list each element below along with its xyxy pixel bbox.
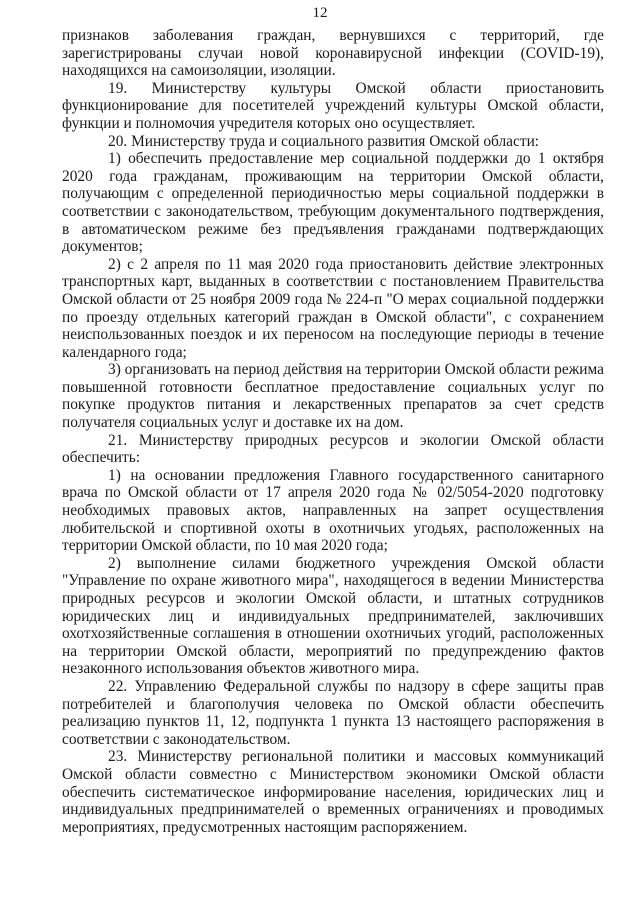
document-body	[62, 27, 604, 836]
paragraph-item-21-1: 1) на основании предложения Главного государственного санитарного врача по Омской области от 17 апреля 2020 года № 02/5054-2020 подготовку необходимых правовых актов, направленных на запрет осуществления любительской и спортивной охоты в охотничьих угодьях, расположенных на территории Омской области, по 10 мая 2020 года;	[62, 466, 604, 555]
paragraph-item-21-2: 2) выполнение силами бюджетного учреждения Омской области "Управление по охране животного мира", находящегося в ведении Министерства природных ресурсов и экологии Омской области, и штатных сотрудников юридических лиц и индивидуальных предпринимателей, заключивших охотхозяйственные соглашения в отношении охотничьих угодий, расположенных на территории Омской области, мероприятий по предупреждению фактов незаконного использования объектов животного мира.	[62, 554, 604, 678]
paragraph-item-20-2: 2) с 2 апреля по 11 мая 2020 года приостановить действие электронных транспортных карт, выданных в соответствии с постановлением Правительства Омской области от 25 ноября 2009 года № 224-п "О мерах социальной поддержки по проезду отдельных категорий граждан в Омской области", с сохранением неиспользованных поездок и их переносом на последующие периоды в течение календарного года;	[62, 255, 604, 361]
paragraph-item-19: 19. Министерству культуры Омской области приостановить функционирование для посетителей учреждений культуры Омской области, функции и полномочия учредителя которых оно осуществляет.	[62, 79, 604, 132]
paragraph-item-20: 20. Министерству труда и социального развития Омской области:	[108, 132, 540, 150]
paragraph-item-23: 23. Министерству региональной политики и массовых коммуникаций Омской области совместно с Министерством экономики Омской области обеспечить систематическое информирование населения, юридических лиц и индивидуальных предпринимателей о временных ограничениях и проводимых мероприятиях, предусмотренных настоящим распоряжением.	[62, 748, 604, 836]
paragraph-continuation: признаков заболевания граждан, вернувшихся с территорий, где зарегистрированы случаи новой коронавирусной инфекции (COVID-19), находящихся на самоизоляции, изоляции.	[62, 27, 604, 80]
paragraph-item-20-3: 3) организовать на период действия на территории Омской области режима повышенной готовности бесплатное предоставление социальных услуг по покупке продуктов питания и лекарственных препаратов за счет средств получателя социальных услуг и доставке их на дом.	[62, 361, 604, 432]
paragraph-item-22: 22. Управлению Федеральной службы по надзору в сфере защиты прав потребителей и благополучия человека по Омской области обеспечить реализацию пунктов 11, 12, подпункта 1 пункта 13 настоящего распоряжения в соответствии с законодательством.	[62, 677, 604, 748]
paragraph-item-21: 21. Министерству природных ресурсов и экологии Омской области обеспечить:	[62, 431, 604, 467]
paragraph-item-20-1: 1) обеспечить предоставление мер социальной поддержки до 1 октября 2020 года гражданам, проживающим на территории Омской области, получающим с определенной периодичностью меры социальной поддержки в соответствии с законодательством, требующим документального подтверждения, в автоматическом режиме без предъявления гражданами подтверждающих документов;	[62, 150, 604, 256]
page-number: 12	[312, 5, 328, 21]
